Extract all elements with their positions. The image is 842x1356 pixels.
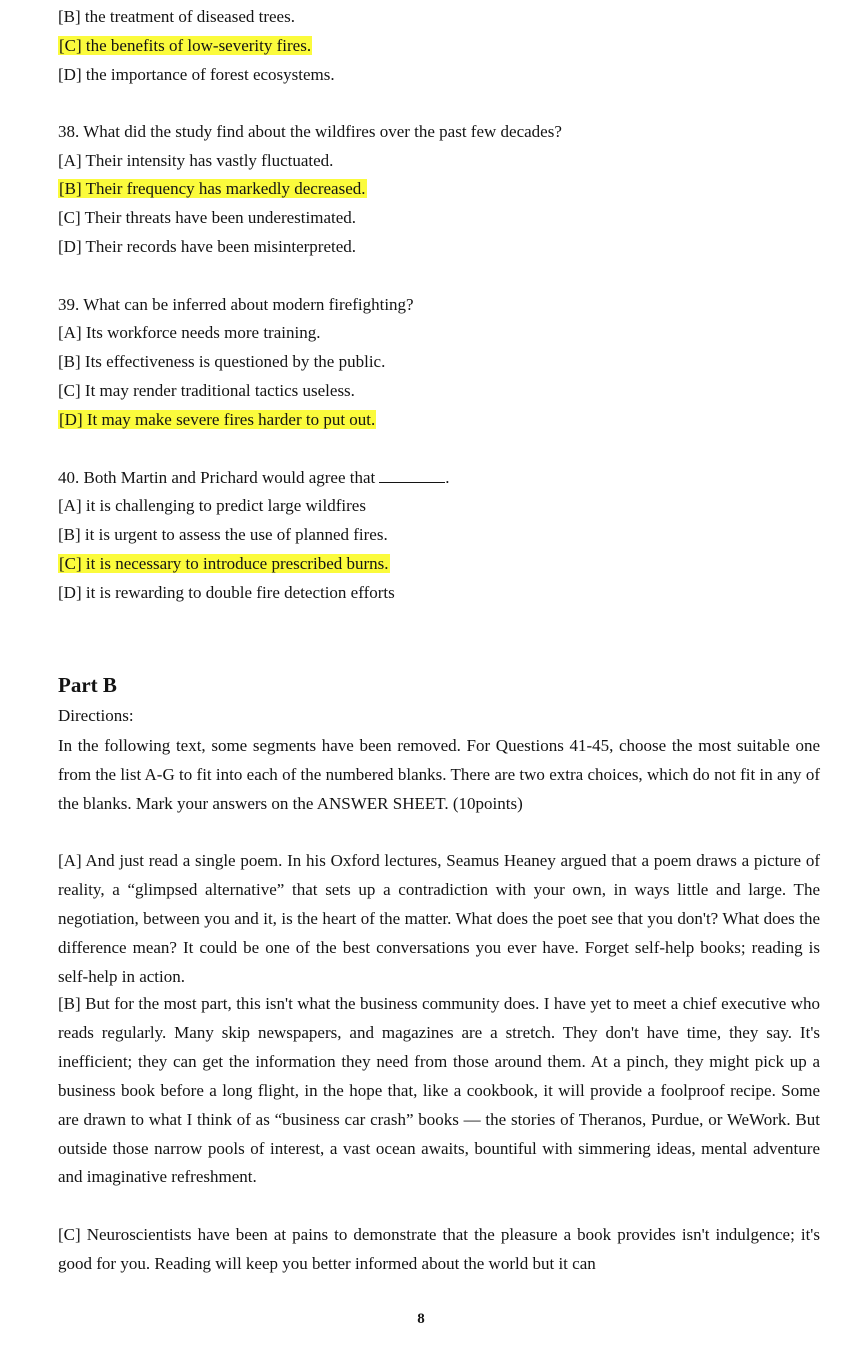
q38-option-b	[58, 178, 367, 200]
q39-option-c: [C] It may render traditional tactics useless.	[58, 381, 355, 400]
q37-option-c	[58, 35, 312, 57]
q39-stem: 39. What can be inferred about modern firefighting?	[58, 295, 414, 314]
part-b-title: Part B	[58, 673, 117, 697]
choice-b-paragraph: [B] But for the most part, this isn't what the business community does. I have yet to meet a chief executive who reads regularly. Many skip newspapers, and magazines are a stretch. They don't have time, they say. It's inefficient; they can get the information they need from those around them. At a pinch, they might pick up a business book before a long flight, in the hope that, like a cookbook, it will provide a foolproof recipe. Some are drawn to what I think of as “business car crash” books — the stories of Theranos, Purdue, or WeWork. But outside those narrow pools of interest, a vast ocean awaits, bountiful with simmering ideas, mental adventure and imaginative refreshment.	[58, 994, 820, 1187]
answer-blank	[379, 468, 445, 483]
q40-option-b: [B] it is urgent to assess the use of planned fires.	[58, 525, 388, 544]
directions-text: In the following text, some segments have been removed. For Questions 41-45, choose the most suitable one from the list A-G to fit into each of the numbered blanks. There are two extra choices, which do not fit in any of the blanks. Mark your answers on the ANSWER SHEET. (10points)	[58, 736, 820, 813]
q38-option-d: [D] Their records have been misinterpreted.	[58, 237, 357, 256]
q38-stem: 38. What did the study find about the wildfires over the past few decades?	[58, 122, 562, 141]
q38-option-a: [A] Their intensity has vastly fluctuated.	[58, 151, 334, 170]
q40-stem-text: 40. Both Martin and Prichard would agree that	[58, 468, 376, 487]
q39-option-d-highlight: [D] It may make severe fires harder to put out.	[59, 410, 376, 429]
page-number: 8	[417, 1311, 425, 1327]
directions-label: Directions:	[58, 706, 134, 725]
q39-option-d	[58, 409, 376, 431]
q38-option-b-highlight: [B] Their frequency has markedly decreased.	[59, 179, 366, 198]
q37-option-d: [D] the importance of forest ecosystems.	[58, 65, 335, 84]
q40-option-d: [D] it is rewarding to double fire detection efforts	[58, 583, 395, 602]
q37-option-c-highlight: [C] the benefits of low-severity fires.	[59, 36, 312, 55]
q37-option-b: [B] the treatment of diseased trees.	[58, 7, 295, 26]
q40-option-c-highlight: [C] it is necessary to introduce prescribed burns.	[59, 554, 389, 573]
q40-option-c	[58, 553, 390, 575]
q40-stem	[58, 467, 450, 489]
choice-c-paragraph: [C] Neuroscientists have been at pains to demonstrate that the pleasure a book provides isn't indulgence; it's good for you. Reading will keep you better informed about the world but it can	[58, 1225, 820, 1273]
q40-option-a: [A] it is challenging to predict large wildfires	[58, 496, 366, 515]
q39-option-b: [B] Its effectiveness is questioned by the public.	[58, 352, 386, 371]
q40-stem-end: .	[445, 468, 450, 487]
q38-option-c: [C] Their threats have been underestimated.	[58, 208, 357, 227]
choice-a-paragraph: [A] And just read a single poem. In his Oxford lectures, Seamus Heaney argued that a poem draws a picture of reality, a “glimpsed alternative” that sets up a contradiction with your own, in ways little and large. The negotiation, between you and it, is the heart of the matter. What does the poet see that you don't? What does the difference mean? It could be one of the best conversations you ever have. Forget self-help books; reading is self-help in action.	[58, 851, 820, 986]
q39-option-a: [A] Its workforce needs more training.	[58, 323, 321, 342]
